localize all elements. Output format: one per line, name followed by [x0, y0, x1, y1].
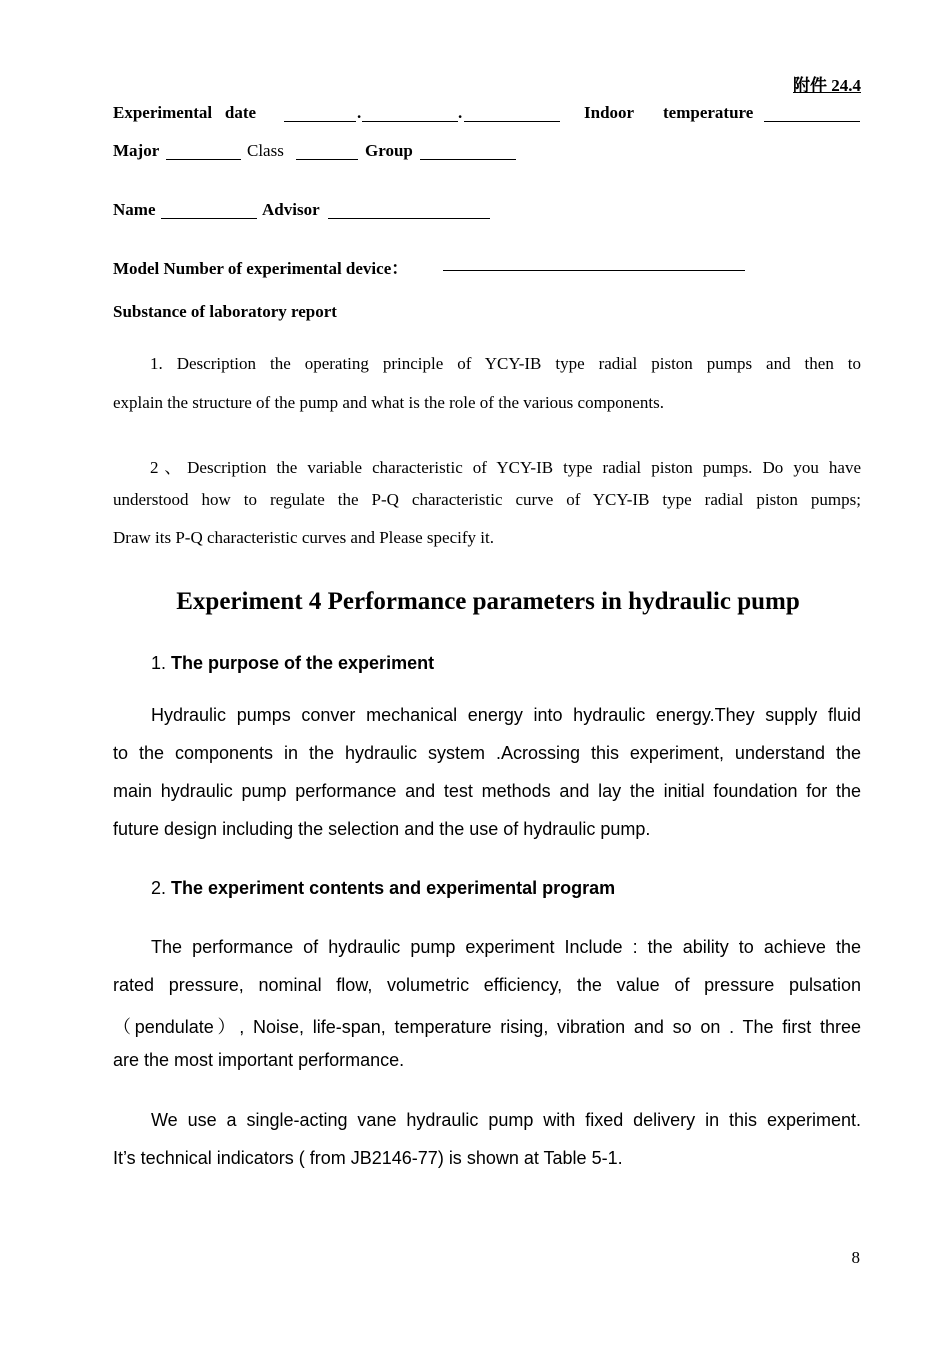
experiment-title: Experiment 4 Performance parameters in hydraulic pump: [176, 588, 800, 615]
section-1-heading: [151, 653, 434, 674]
name-label: Name: [113, 200, 156, 219]
paragraph-2-line-1: The performance of hydraulic pump experiment Include : the ability to achieve the: [151, 937, 861, 957]
temperature-label: temperature: [663, 103, 754, 122]
advisor-blank[interactable]: [328, 203, 490, 219]
date-blank-1[interactable]: [284, 106, 356, 122]
paragraph-3-line-2: It’s technical indicators ( from JB2146-77) is shown at Table 5-1.: [113, 1148, 623, 1168]
major-blank[interactable]: [166, 144, 241, 160]
section-1-title: The purpose of the experiment: [171, 653, 435, 673]
model-number-blank[interactable]: [443, 255, 745, 271]
major-label: Major: [113, 141, 160, 160]
class-blank[interactable]: [296, 144, 358, 160]
date-blank-2[interactable]: [362, 106, 458, 122]
experimental-date-label: Experimental date: [113, 103, 257, 122]
paragraph-3-line-1: We use a single-acting vane hydraulic pump with fixed delivery in this experiment.: [151, 1110, 861, 1130]
report-item-1-line-2: explain the structure of the pump and what is the role of the various components.: [113, 393, 664, 412]
advisor-label: Advisor: [262, 200, 320, 219]
paragraph-2-line-3: （pendulate）, Noise, life-span, temperature rising, vibration and so on . The first three: [113, 1017, 861, 1037]
temperature-blank[interactable]: [764, 106, 860, 122]
date-blank-3[interactable]: [464, 106, 560, 122]
section-1-number: 1.: [151, 653, 167, 673]
report-item-2-line-1: 2、Description the variable characteristic of YCY-IB type radial piston pumps. Do you have: [150, 458, 861, 477]
model-number-label: Model Number of experimental device：: [113, 259, 409, 278]
report-item-2-line-3: Draw its P-Q characteristic curves and Please specify it.: [113, 528, 494, 547]
report-heading: Substance of laboratory report: [113, 302, 337, 321]
group-label: Group: [365, 141, 413, 160]
indoor-label: Indoor: [584, 103, 635, 122]
paragraph-1-line-3: main hydraulic pump performance and test methods and lay the initial foundation for the: [113, 781, 861, 801]
page-number: 8: [851, 1248, 860, 1267]
group-blank[interactable]: [420, 144, 516, 160]
report-item-1-line-1: 1. Description the operating principle of YCY-IB type radial piston pumps and then to: [150, 354, 861, 373]
name-blank[interactable]: [161, 203, 257, 219]
section-2-heading: [151, 878, 615, 899]
paragraph-1-line-2: to the components in the hydraulic system .Acrossing this experiment, understand the: [113, 743, 861, 763]
paragraph-1-line-4: future design including the selection and the use of hydraulic pump.: [113, 819, 651, 839]
section-2-title: The experiment contents and experimental program: [171, 878, 616, 898]
report-item-2-line-2: understood how to regulate the P-Q characteristic curve of YCY-IB type radial piston pumps;: [113, 490, 861, 509]
paragraph-2-line-4: are the most important performance.: [113, 1050, 405, 1070]
date-separator-1: .: [357, 103, 362, 122]
date-separator-2: .: [458, 103, 463, 122]
attachment-label: 附件 24.4: [793, 76, 861, 95]
section-2-number: 2.: [151, 878, 167, 898]
paragraph-2-line-2: rated pressure, nominal flow, volumetric efficiency, the value of pressure pulsation: [113, 975, 861, 995]
paragraph-1-line-1: Hydraulic pumps conver mechanical energy into hydraulic energy.They supply fluid: [151, 705, 861, 725]
class-label: Class: [247, 141, 284, 160]
